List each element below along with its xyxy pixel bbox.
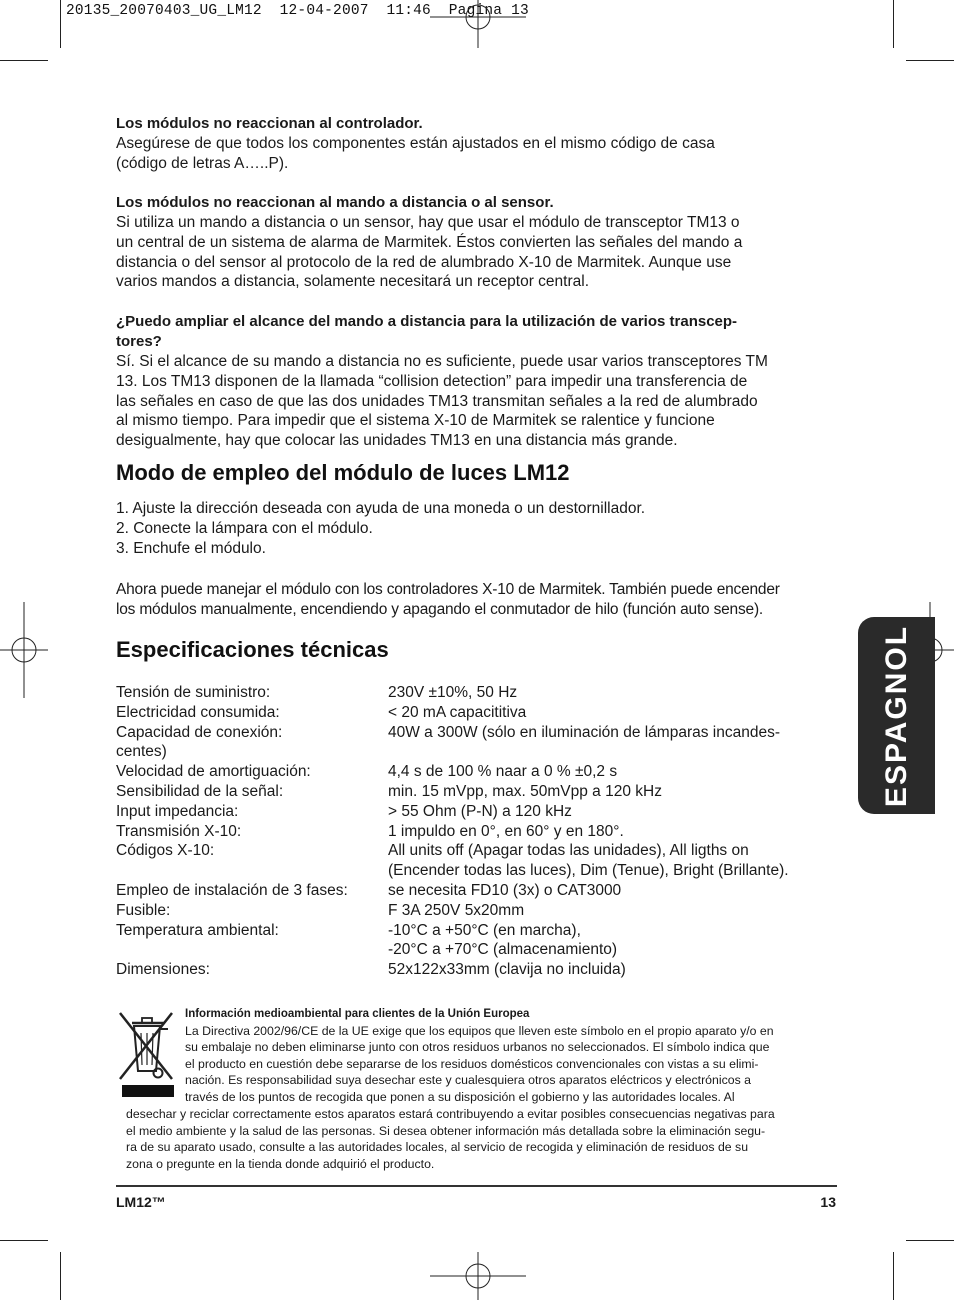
spec-row (116, 960, 836, 980)
spec-value: 52x122x33mm (clavija no incluida) (388, 961, 626, 979)
faq-answer-line: desigualmente, hay que colocar las unidades TM13 en una distancia más grande. (116, 432, 678, 450)
spec-row (116, 822, 836, 842)
spec-label: Capacidad de conexión: (116, 723, 283, 741)
weee-line: el producto en cuestión debe separarse de los residuos domésticos convencionales con vistas a su elimi- (185, 1056, 759, 1071)
faq-question: Los módulos no reaccionan al mando a distancia o al sensor. (116, 194, 554, 211)
spec-row (116, 703, 836, 723)
spec-row (116, 861, 836, 881)
spec-value: se necesita FD10 (3x) o CAT3000 (388, 881, 622, 899)
spec-label: Tensión de suministro: (116, 684, 271, 701)
weee-line: zona o pregunte en la tienda donde adquirió el producto. (126, 1156, 435, 1171)
crossed-out-wheelie-bin-icon (114, 1007, 178, 1101)
weee-line: nación. Es responsabilidad suya desechar este y cualesquiera otros aparatos eléctricos y electrónicos a (185, 1073, 751, 1088)
spec-label: Fusible: (116, 901, 171, 919)
weee-title: Información medioambiental para clientes de la Unión Europea (185, 1008, 530, 1020)
weee-line: desechar y reciclar correctamente estos aparatos estará contribuyendo a evitar posibles consecuencias negativas para (126, 1107, 775, 1121)
spec-value (388, 742, 836, 762)
spec-row (116, 802, 836, 822)
weee-line: través de los puntos de recogida que ponen a su disposición el gobierno y las autoridades locales. Al (185, 1089, 735, 1104)
usage-para-line: los módulos manualmente, encendiendo y apagando el conmutador de hilo (función auto sense). (116, 600, 764, 618)
faq-answer-line: varios mandos a distancia, solamente necesitará un receptor central. (116, 273, 589, 291)
spec-label: Sensibilidad de la señal: (116, 782, 284, 800)
usage-step: 2. Conecte la lámpara con el módulo. (116, 519, 373, 537)
usage-heading: Modo de empleo del módulo de luces LM12 (116, 460, 570, 485)
footer-page-number: 13 (820, 1194, 836, 1210)
spec-label: centes) (116, 743, 167, 761)
usage-step: 1. Ajuste la dirección deseada con ayuda de una moneda o un destornillador. (116, 500, 646, 517)
weee-line: ra de su aparato usado, consulte a las autoridades locales, al servicio de recogida y eliminación de residuos de su (126, 1140, 749, 1155)
specs-table (116, 683, 836, 980)
weee-notice (185, 1006, 830, 1106)
weee-line: su embalaje no deben eliminarse junto con otros residuos urbanos no seleccionados. El símbolo indica que (185, 1040, 770, 1055)
weee-notice-continued (126, 1106, 831, 1172)
spec-row (116, 841, 836, 861)
spec-row (116, 762, 836, 782)
faq-answer-line: Sí. Si el alcance de su mando a distancia no es suficiente, puede usar varios transceptores TM (116, 353, 768, 370)
faq-question: ¿Puedo ampliar el alcance del mando a distancia para la utilización de varios transcep- (116, 313, 738, 330)
spec-value: < 20 mA capacititiva (388, 703, 527, 721)
usage-paragraph (116, 580, 836, 620)
spec-label: Temperatura ambiental: (116, 921, 279, 939)
print-slug: 20135_20070403_UG_LM12 12-04-2007 11:46 Pagina 13 (66, 3, 529, 19)
registration-mark-left (0, 602, 48, 698)
faq-answer-line: (código de letras A…..P). (116, 154, 289, 172)
faq-question: Los módulos no reaccionan al controlador. (116, 115, 423, 132)
spec-value: F 3A 250V 5x20mm (388, 901, 525, 919)
spec-value: (Encender todas las luces), Dim (Tenue), Bright (Brillante). (388, 862, 789, 880)
spec-value: 40W a 300W (sólo en iluminación de lámparas incandes- (388, 723, 781, 741)
spec-value: 1 impuldo en 0°, en 60° y en 180°. (388, 822, 624, 840)
spec-label: Transmisión X-10: (116, 822, 242, 840)
weee-line: el medio ambiente y la salud de las personas. Si desea obtener información más detallada sobre la eliminación segu- (126, 1123, 766, 1138)
spec-value: -20°C a +70°C (almacenamiento) (388, 941, 618, 959)
spec-row (116, 921, 836, 941)
spec-row (116, 742, 836, 762)
spec-row (116, 881, 836, 901)
spec-value: min. 15 mVpp, max. 50mVpp a 120 kHz (388, 782, 662, 800)
weee-line: La Directiva 2002/96/CE de la UE exige que los equipos que lleven este símbolo en el propio aparato y/o en (185, 1023, 774, 1038)
spec-value: > 55 Ohm (P-N) a 120 kHz (388, 802, 572, 820)
spec-row (116, 901, 836, 921)
language-tab-label: ESPAGNOL (879, 624, 913, 807)
footer-product-name: LM12™ (116, 1194, 166, 1210)
spec-label: Empleo de instalación de 3 fases: (116, 881, 348, 899)
spec-row (116, 782, 836, 802)
faq-item-1 (116, 114, 836, 174)
spec-label: Dimensiones: (116, 961, 210, 979)
faq-item-2 (116, 193, 836, 292)
language-side-tab (858, 617, 935, 814)
spec-label: Códigos X-10: (116, 842, 215, 860)
usage-para-line: Ahora puede manejar el módulo con los controladores X-10 de Marmitek. También puede encender (116, 581, 780, 598)
faq-question: tores? (116, 333, 162, 350)
spec-value: 230V ±10%, 50 Hz (388, 684, 518, 701)
faq-answer-line: las señales en caso de que las dos unidades TM13 transmitan señales a la red de alumbrado (116, 392, 758, 410)
spec-label (116, 940, 388, 960)
specs-heading: Especificaciones técnicas (116, 637, 389, 662)
usage-step: 3. Enchufe el módulo. (116, 539, 266, 557)
usage-steps (116, 499, 836, 558)
spec-value: All units off (Apagar todas las unidades), All ligths on (388, 842, 749, 860)
spec-label: Velocidad de amortiguación: (116, 763, 311, 781)
spec-label: Input impedancia: (116, 802, 239, 820)
spec-row (116, 723, 836, 743)
spec-label: Electricidad consumida: (116, 703, 280, 721)
footer-rule (116, 1185, 837, 1187)
spec-value: -10°C a +50°C (en marcha), (388, 921, 581, 939)
faq-item-3 (116, 312, 836, 451)
spec-row (116, 683, 836, 703)
faq-answer-line: 13. Los TM13 disponen de la llamada “collision detection” para impedir una transferencia de (116, 372, 748, 390)
registration-mark-bottom (430, 1252, 526, 1300)
spec-row (116, 940, 836, 960)
registration-mark-top (430, 0, 526, 48)
faq-answer-line: un central de un sistema de alarma de Marmitek. Éstos convierten las señales del mando a (116, 233, 743, 251)
spec-label (116, 861, 388, 881)
spec-value: 4,4 s de 100 % naar a 0 % ±0,2 s (388, 763, 618, 781)
faq-answer-line: al mismo tiempo. Para impedir que el sistema X-10 de Marmitek se ralentice y funcione (116, 412, 715, 430)
faq-answer-line: Asegúrese de que todos los componentes están ajustados en el mismo código de casa (116, 135, 715, 152)
faq-answer-line: distancia o del sensor al protocolo de la red de alumbrado X-10 de Marmitek. Aunque use (116, 253, 732, 271)
faq-answer-line: Si utiliza un mando a distancia o un sensor, hay que usar el módulo de transceptor TM13 o (116, 214, 740, 231)
